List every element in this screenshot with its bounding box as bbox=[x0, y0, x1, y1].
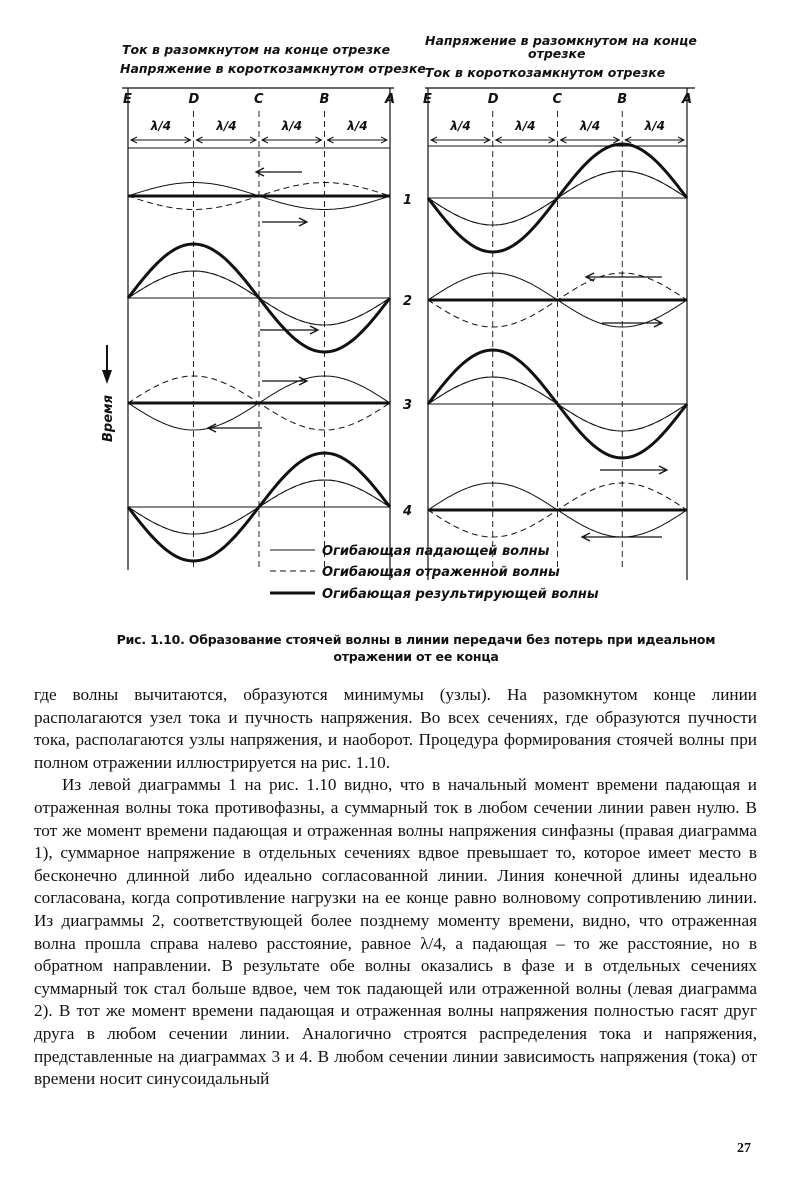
right-header-line-2: отрезке bbox=[528, 46, 586, 61]
left-header-line-1: Ток в разомкнутом на конце отрезке bbox=[122, 42, 391, 57]
page-number: 27 bbox=[737, 1141, 751, 1156]
section-letter-e: E bbox=[423, 92, 432, 107]
section-letter-d: D bbox=[188, 92, 200, 107]
lambda-quarter-label: λ/4 bbox=[644, 119, 665, 133]
section-letter-c: C bbox=[254, 92, 264, 107]
lambda-quarter-label: λ/4 bbox=[347, 119, 368, 133]
left-section-letters bbox=[123, 92, 395, 570]
lambda-quarter-label: λ/4 bbox=[216, 119, 237, 133]
diagram-number-3: 3 bbox=[403, 398, 413, 413]
diagram-number-1: 1 bbox=[403, 193, 413, 208]
lambda-dimension-arrow bbox=[262, 137, 322, 143]
left-header-line-2: Напряжение в короткозамкнутом отрезке bbox=[120, 61, 426, 76]
right-frame bbox=[425, 88, 695, 580]
section-letter-d: D bbox=[487, 92, 499, 107]
section-letter-b: B bbox=[617, 92, 628, 107]
legend-reflected: Огибающая отраженной волны bbox=[322, 565, 560, 580]
diagram-number-2: 2 bbox=[403, 294, 413, 309]
lambda-quarter-label: λ/4 bbox=[579, 119, 601, 133]
lambda-quarter-label: λ/4 bbox=[515, 119, 536, 133]
section-letter-a: A bbox=[682, 92, 693, 107]
lambda-quarter-label: λ/4 bbox=[150, 119, 172, 133]
section-letter-c: C bbox=[552, 92, 563, 107]
body-text bbox=[34, 684, 757, 1091]
time-arrow-icon bbox=[102, 345, 112, 384]
figure-caption: Рис. 1.10. Образование стоячей волны в линии передачи без потерь при идеальном отражении от ее конца bbox=[116, 632, 716, 664]
lambda-dimension-arrow bbox=[561, 137, 620, 143]
right-section-letters bbox=[423, 92, 692, 570]
lambda-dimension-arrow bbox=[625, 137, 684, 143]
lambda-quarter-label: λ/4 bbox=[281, 119, 303, 133]
lambda-dimension-arrow bbox=[131, 137, 191, 143]
section-letter-e: E bbox=[123, 92, 132, 107]
paragraph-1: где волны вычитаются, образуются минимумы (узлы). На разомкнутом конце линии располагаются узел тока и пучность напряжения. Во всех сечениях, где образуются пучности тока, располагаются узлы напряжения, и наоборот. Процедура формирования стоячей волны при полном отражении иллюстрируется на рис. 1.10. bbox=[34, 685, 757, 772]
lambda-dimension-arrow bbox=[197, 137, 257, 143]
diagram-number-4: 4 bbox=[403, 504, 413, 519]
section-letter-b: B bbox=[319, 92, 330, 107]
lambda-dimension-arrow bbox=[328, 137, 388, 143]
legend bbox=[270, 544, 599, 602]
lambda-dimension-arrow bbox=[496, 137, 555, 143]
lambda-dimension-arrow bbox=[431, 137, 490, 143]
paragraph-2: Из левой диаграммы 1 на рис. 1.10 видно, что в начальный момент времени падающая и отраженная волны тока противофазны, а суммарный ток в любом сечении линии равен нулю. В тот же момент времени падающая и отраженная волны напряжения синфазны (правая диаграмма 1), суммарное напряжение в отдельных сечениях вдвое превышает то, которое имеет место в бесконечно длинной либо идеально согласованной линии. Линия конечной длины идеально согласована, когда сопротивление нагрузки на ее конце равно волновому сопротивлению линии. Из диаграммы 2, соответствующей более позднему моменту времени, видно, что отраженная волна прошла справа налево расстояние, равное λ/4, а падающая – то же расстояние, но в обратном направлении. В результате обе волны оказались в фазе и в отдельных сечениях суммарный ток стал больше вдвое, чем ток падающей или отраженной волны (левая диаграмма 2). В тот же момент времени падающая и отраженная волны напряжения полностью гасят друг друга в любом сечении линии. Аналогично строятся распределения тока и напряжения, представленные на диаграммах 3 и 4. В любом сечении линии зависимость напряжения (тока) от времени носит синусоидальный bbox=[34, 775, 757, 1089]
legend-resultant: Огибающая результирующей волны bbox=[322, 587, 599, 602]
legend-incident: Огибающая падающей волны bbox=[322, 544, 550, 559]
time-label: Время bbox=[101, 394, 116, 442]
lambda-quarter-label: λ/4 bbox=[450, 119, 471, 133]
right-header-line-1: Напряжение в разомкнутом на конце bbox=[425, 33, 697, 48]
right-header-line-3: Ток в короткозамкнутом отрезке bbox=[425, 65, 666, 80]
section-letter-a: A bbox=[385, 92, 396, 107]
